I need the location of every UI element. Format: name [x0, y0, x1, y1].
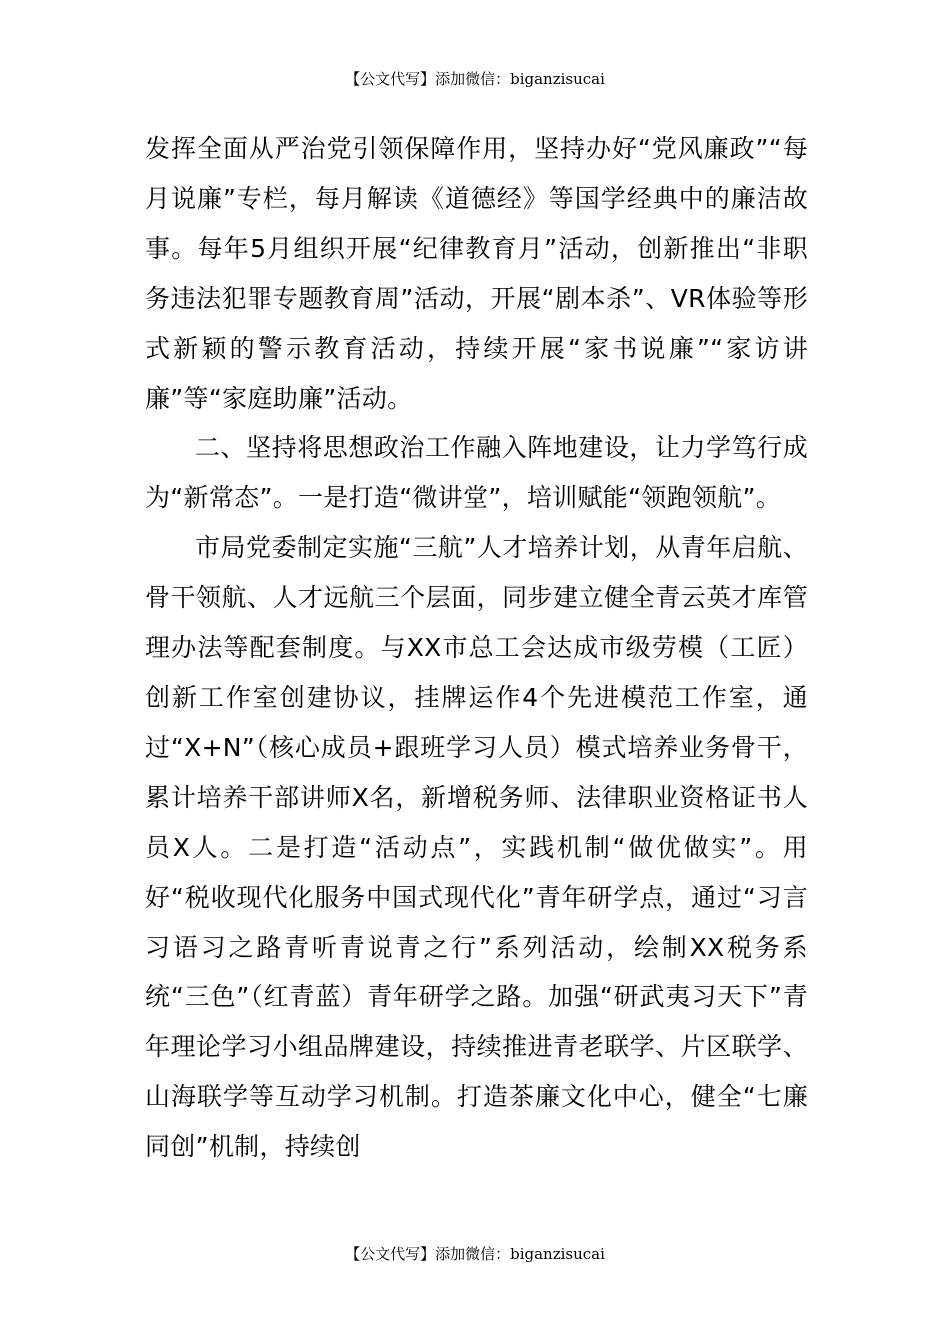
paragraph-3: 市局党委制定实施“三航”人才培养计划，从青年启航、骨干领航、人才远航三个层面，同步建立健全青云英才库管理办法等配套制度。与XX市总工会达成市级劳模（工匠）创新工作室创建协议，挂牌运作4个先进模范工作室，通过“X+N”（核心成员+跟班学习人员）模式培养业务骨干，累计培养干部讲师X名，新增税务师、法律职业资格证书人员X人。二是打造“活动点”，实践机制“做优做实”。用好“税收现代化服务中国式现代化”青年研学点，通过“习言习语习之路青听青说青之行”系列活动，绘制XX税务系统“三色”（红青蓝）青年研学之路。加强“研武夷习天下”青年理论学习小组品牌建设，持续推进青老联学、片区联学、山海联学等互动学习机制。打造茶廉文化中心，健全“七廉同创”机制，持续创 — [145, 533, 808, 1162]
footer-note: 【公文代写】添加微信：biganzisucai — [345, 1245, 605, 1263]
paragraph-1: 发挥全面从严治党引领保障作用，坚持办好“党风廉政”“每月说廉”专栏，每月解读《道德经》等国学经典中的廉洁故事。每年5月组织开展“纪律教育月”活动，创新推出“非职务违法犯罪专题教育周”活动，开展“剧本杀”、VR体验等形式新颖的警示教育活动，持续开展“家书说廉”“家访讲廉”等“家庭助廉”活动。 — [145, 134, 808, 413]
paragraph-2: 二、坚持将思想政治工作融入阵地建设，让力学笃行成为“新常态”。一是打造“微讲堂”，培训赋能“领跑领航”。 — [145, 433, 808, 513]
document-body — [145, 124, 808, 1172]
header-note: 【公文代写】添加微信：biganzisucai — [345, 70, 605, 88]
